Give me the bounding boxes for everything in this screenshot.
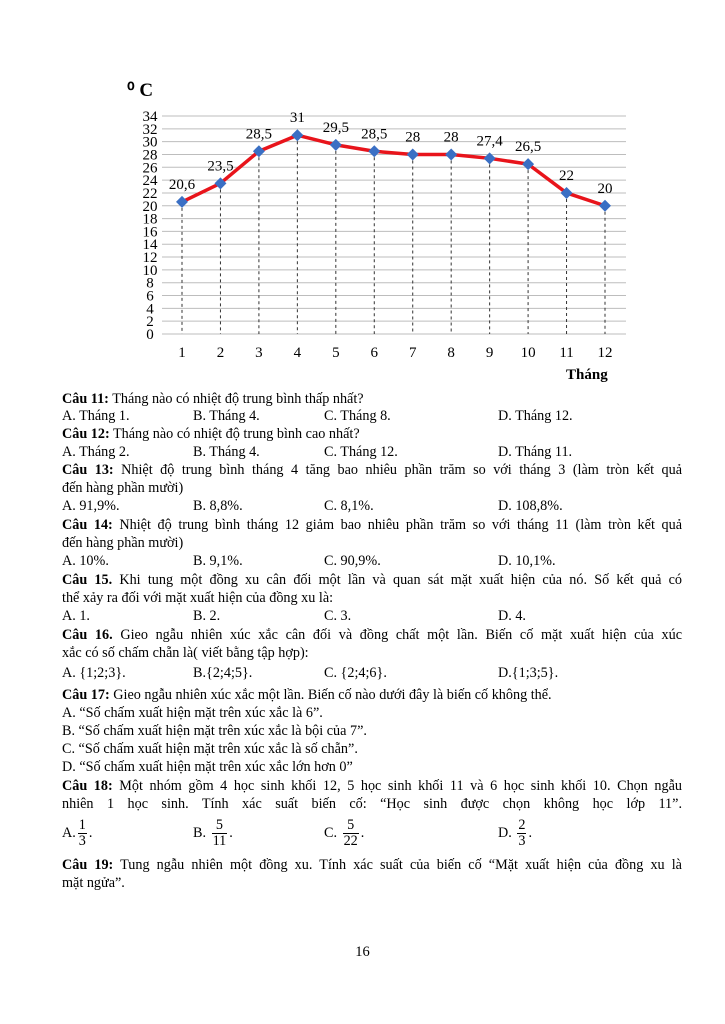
fraction	[517, 818, 526, 849]
data-label: 28,5	[245, 126, 273, 143]
question-17	[62, 686, 682, 704]
option-c[interactable]: C. 3.	[324, 608, 352, 624]
option-d[interactable]: D. “Số chấm xuất hiện mặt trên xúc xắc lớn hơn 0”	[62, 759, 353, 775]
denominator: 22	[343, 833, 358, 849]
y-tick-label: 8	[146, 275, 154, 292]
question-15	[62, 571, 682, 589]
y-tick-label: 6	[146, 288, 154, 305]
option-a[interactable]: A. “Số chấm xuất hiện mặt trên xúc xắc là 6”.	[62, 705, 323, 721]
option-d[interactable]: D.{1;3;5}.	[498, 665, 559, 681]
question-text: Một nhóm gồm 4 học sinh khối 12, 5 học sinh khối 11 và 6 học sinh khối 10. Chọn ngẫu	[112, 778, 682, 794]
option-b[interactable]: B. Tháng 4.	[193, 408, 260, 424]
options-row-16	[62, 664, 702, 682]
x-axis-ticks	[178, 345, 612, 361]
numerator: 5	[343, 818, 359, 834]
x-tick-label: 8	[447, 345, 455, 361]
denominator: 3	[78, 833, 86, 849]
option-b[interactable]: B. 8,8%.	[193, 498, 243, 514]
data-point	[599, 200, 611, 212]
option-c[interactable]: C. {2;4;6}.	[324, 665, 387, 681]
question-label: Câu 17:	[62, 687, 110, 703]
x-tick-label: 6	[370, 345, 379, 361]
question-text: Tháng nào có nhiệt độ trung bình thấp nhất?	[108, 391, 364, 407]
question-18	[62, 777, 682, 795]
y-tick-label: 22	[142, 185, 158, 202]
x-tick-label: 5	[332, 345, 340, 361]
x-tick-label: 1	[178, 345, 186, 361]
question-14	[62, 516, 682, 534]
data-label: 28,5	[361, 126, 388, 143]
option-c[interactable]: C. “Số chấm xuất hiện mặt trên xúc xắc là số chẵn”.	[62, 741, 358, 757]
fraction	[78, 818, 87, 849]
denominator: 11	[212, 833, 227, 849]
question-label: Câu 14:	[62, 517, 113, 533]
option-b[interactable]: B. Tháng 4.	[193, 444, 260, 460]
question-text: Nhiệt độ trung bình tháng 4 tăng bao nhiêu phần trăm so với tháng 3 (làm tròn kết quả	[113, 462, 682, 478]
x-tick-label: 11	[559, 345, 574, 361]
numerator: 5	[212, 818, 228, 834]
y-tick-label: 26	[142, 160, 158, 177]
option-d[interactable]: D. 10,1%.	[498, 553, 556, 569]
data-label: 20	[597, 180, 613, 197]
y-tick-label: 16	[142, 224, 158, 241]
question-label: Câu 11:	[62, 391, 109, 407]
option-a[interactable]: A. 1.	[62, 608, 90, 624]
question-text: xắc có số chấm chẵn là( viết bằng tập hợp):	[62, 645, 309, 661]
option-a[interactable]: A. {1;2;3}.	[62, 665, 126, 681]
option-d[interactable]: D. Tháng 12.	[498, 408, 573, 424]
question-text: mặt ngửa”.	[62, 875, 125, 891]
question-label: Câu 12:	[62, 426, 110, 442]
x-tick-label: 12	[597, 345, 613, 361]
y-tick-label: 34	[142, 109, 158, 125]
y-tick-label: 0	[146, 327, 154, 343]
option-b[interactable]: B. $\frac{5}{11}$ .	[193, 817, 233, 849]
question-label: Câu 16.	[62, 627, 113, 643]
y-tick-label: 4	[146, 301, 154, 318]
option-prefix: C.	[324, 824, 338, 841]
option-d[interactable]: D. $\frac{2}{3}$ .	[498, 817, 532, 849]
option-a[interactable]: A. 91,9%.	[62, 498, 120, 514]
question-19	[62, 856, 682, 874]
x-tick-label: 9	[485, 345, 494, 361]
option-c[interactable]: C. Tháng 12.	[324, 444, 398, 460]
y-tick-label: 2	[146, 314, 154, 331]
question-text: Gieo ngẫu nhiên xúc xắc cân đối và đồng chất một lần. Biến cố mặt xuất hiện của xúc	[112, 627, 683, 643]
data-label: 28	[443, 129, 459, 146]
option-c[interactable]: C. 8,1%.	[324, 498, 374, 514]
option-b[interactable]: B.{2;4;5}.	[193, 665, 253, 681]
y-tick-label: 10	[142, 262, 158, 279]
option-c[interactable]: C. Tháng 8.	[324, 408, 391, 424]
question-text: Tháng nào có nhiệt độ trung bình cao nhất?	[109, 426, 360, 442]
question-label: Câu 15.	[62, 572, 113, 588]
chart-droplines	[182, 135, 605, 334]
question-label: Câu 13:	[62, 462, 114, 478]
option-d[interactable]: D. Tháng 11.	[498, 444, 573, 460]
option-prefix: D.	[498, 824, 512, 841]
question-text: Nhiệt độ trung bình tháng 12 giảm bao nhiêu phần trăm so với tháng 11 (làm tròn kết quả	[112, 517, 682, 533]
question-14-cont	[62, 534, 682, 552]
options-row-14	[62, 552, 702, 570]
data-label: 28	[405, 129, 421, 146]
temperature-line-chart	[0, 0, 725, 390]
question-16-cont	[62, 644, 682, 662]
question-text: thể xảy ra đối với mặt xuất hiện của đồng xu là:	[62, 590, 334, 606]
x-tick-label: 3	[255, 345, 263, 361]
x-tick-label: 4	[293, 345, 302, 361]
option-c[interactable]: C. 90,9%.	[324, 553, 381, 569]
option-prefix: B.	[193, 824, 207, 841]
option-c[interactable]: C. $\frac{5}{22}$ .	[324, 817, 365, 849]
option-d[interactable]: D. 4.	[498, 608, 526, 624]
data-label: 27,4	[476, 133, 503, 150]
question-19-cont	[62, 874, 682, 892]
question-text: Khi tung một đồng xu cân đối một lần và quan sát mặt xuất hiện của nó. Số kết quả có	[112, 572, 682, 588]
y-tick-label: 24	[142, 173, 158, 190]
question-text: đến hàng phần mười)	[62, 535, 184, 551]
y-tick-label: 32	[142, 121, 158, 138]
question-text: nhiên 1 học sinh. Tính xác suất biến cố: “Học sinh được chọn không học lớp 11”.	[62, 796, 682, 812]
y-axis-ticks	[143, 109, 159, 343]
option-a[interactable]: A. $\frac{1}{3}$ .	[62, 817, 93, 849]
option-a[interactable]: A. Tháng 1.	[62, 408, 130, 424]
option-d[interactable]: D. 108,8%.	[498, 498, 563, 514]
y-tick-label: 28	[142, 147, 158, 164]
denominator: 3	[518, 833, 526, 849]
options-row-13	[62, 497, 702, 515]
data-label: 23,5	[207, 158, 234, 175]
x-tick-label: 2	[216, 345, 225, 361]
option-b[interactable]: B. 9,1%.	[193, 553, 243, 569]
option-b[interactable]: B. 2.	[193, 608, 221, 624]
y-tick-label: 12	[142, 250, 158, 267]
y-tick-label: 18	[142, 211, 158, 228]
y-tick-label: 20	[142, 198, 158, 215]
options-row-11	[62, 407, 702, 425]
x-tick-label: 7	[408, 345, 417, 361]
data-label: 31	[289, 110, 305, 127]
series-line	[182, 135, 605, 206]
question-text: Tung ngẫu nhiên một đồng xu. Tính xác suất của biến cố “Mặt xuất hiện của đồng xu là	[113, 857, 682, 873]
y-tick-label: 14	[142, 237, 158, 254]
options-row-15	[62, 607, 702, 625]
question-label: Câu 18:	[62, 778, 113, 794]
question-13	[62, 461, 682, 479]
data-point	[330, 139, 342, 151]
option-a[interactable]: A. 10%.	[62, 553, 109, 569]
option-a[interactable]: A. Tháng 2.	[62, 444, 130, 460]
data-point	[368, 145, 380, 157]
question-label: Câu 19:	[62, 857, 114, 873]
question-12	[62, 425, 682, 443]
data-point	[407, 148, 419, 160]
question-11	[62, 390, 682, 408]
fraction	[343, 818, 359, 849]
data-point	[445, 148, 457, 160]
fraction	[212, 818, 228, 849]
data-point	[291, 129, 303, 141]
x-tick-label: 10	[520, 345, 536, 361]
data-label: 20,6	[168, 176, 196, 193]
options-row-12	[62, 443, 702, 461]
y-tick-label: 30	[142, 134, 158, 151]
question-15-cont	[62, 589, 682, 607]
chart-gridlines	[162, 116, 626, 334]
question-text: đến hàng phần mười)	[62, 480, 184, 496]
options-row-18	[62, 818, 702, 852]
data-label: 22	[559, 167, 575, 184]
option-b[interactable]: B. “Số chấm xuất hiện mặt trên xúc xắc là bội của 7”.	[62, 723, 367, 739]
data-label: 29,5	[322, 119, 349, 136]
numerator: 2	[518, 817, 526, 833]
option-prefix: A.	[62, 824, 76, 841]
question-18-cont	[62, 795, 682, 813]
numerator: 1	[78, 817, 86, 833]
question-16	[62, 626, 682, 644]
y-axis-label: ⁰ C	[127, 80, 154, 101]
question-text: Gieo ngẫu nhiên xúc xắc một lần. Biến cố nào dưới đây là biến cố không thể.	[109, 687, 552, 703]
x-axis-label: Tháng	[566, 367, 608, 383]
data-label: 26,5	[514, 139, 542, 156]
question-13-cont	[62, 479, 682, 497]
page-number: 16	[355, 944, 370, 960]
